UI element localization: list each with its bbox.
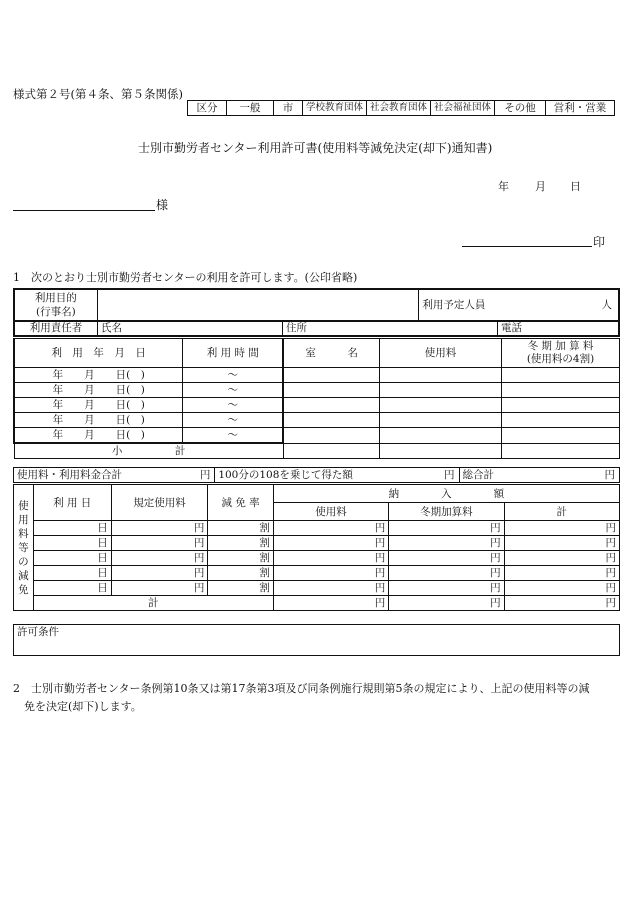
category-social-edu: 社会教育団体 (367, 101, 431, 116)
page-title: 士別市勤労者センター利用許可書(使用料等減免決定(却下)通知書) (138, 141, 493, 155)
section2-line2: 免を決定(却下)します。 (24, 700, 142, 713)
table-row: 日 円 割 円 円 円 (14, 536, 620, 551)
category-commercial: 営利・営業 (546, 101, 615, 116)
col-rate: 減 免 率 (208, 485, 273, 521)
grand-total-field[interactable]: 総合計 円 (459, 468, 619, 483)
conditions-table (13, 624, 620, 656)
section1-text: 1 次のとおり士別市勤労者センターの利用を許可します。(公印省略) (13, 271, 358, 284)
category-general: 一般 (227, 101, 274, 116)
category-other: その他 (495, 101, 546, 116)
date-month: 月 (535, 180, 546, 193)
person-in-charge-label: 利用責任者 (14, 321, 98, 337)
table-row: 年 月 日( ) ～ (14, 368, 620, 383)
table-row: 年 月 日( ) ～ (14, 383, 620, 398)
category-city: 市 (274, 101, 303, 116)
col-date: 利 用 年 月 日 (14, 339, 183, 368)
seal: 印 (593, 235, 606, 249)
table-row: 日 円 割 円 円 円 (14, 521, 620, 536)
col-time: 利 用 時 間 (183, 339, 283, 368)
purpose-table (13, 288, 620, 322)
pay-fee-header: 使用料 (273, 503, 388, 521)
address-field[interactable]: 住所 (283, 321, 498, 337)
date-day: 日 (570, 180, 581, 193)
reduction-total-label: 計 (33, 596, 273, 611)
times108-field[interactable]: 100分の108を乗じて得た額 円 (215, 468, 459, 483)
purpose-field[interactable] (97, 289, 419, 321)
table-row: 年 月 日( ) ～ (14, 428, 620, 444)
name-field[interactable]: 氏名 (98, 321, 283, 337)
table-row: 年 月 日( ) ～ (14, 413, 620, 428)
table-row: 日 円 割 円 円 円 (14, 551, 620, 566)
category-school: 学校教育団体 (303, 101, 367, 116)
total-amount-field[interactable]: 使用料・利用料金合計 円 (14, 468, 215, 483)
seal-line (462, 246, 592, 247)
addressee-line (13, 210, 155, 211)
reduction-side-label: 使 用 料 等 の 減 免 (14, 485, 34, 611)
section2-line1: 2 士別市勤労者センター条例第10条又は第17条第3項及び同条例施行規則第5条の規定により、上記の使用料等の減 (13, 682, 590, 695)
schedule-table (13, 338, 620, 459)
payment-header: 納 入 額 (273, 485, 619, 503)
col-winter: 冬 期 加 算 料 (使用料の4割) (502, 339, 620, 368)
form-number: 様式第２号(第４条、第５条関係) (13, 87, 183, 101)
purpose-label: 利用目的 (行事名) (14, 289, 97, 321)
table-row: 日 円 割 円 円 円 (14, 566, 620, 581)
responsible-table (13, 320, 620, 337)
table-row: 年 月 日( ) ～ (14, 398, 620, 413)
phone-field[interactable]: 電話 (498, 321, 620, 337)
category-box (187, 100, 615, 116)
pay-winter-header: 冬期加算料 (389, 503, 504, 521)
category-label: 区分 (188, 101, 227, 116)
conditions-field[interactable]: 許可条件 (14, 625, 620, 656)
category-welfare: 社会福祉団体 (431, 101, 495, 116)
col-days: 利 用 日 (33, 485, 111, 521)
reduction-table: 使 用 料 等 の 減 免 利 用 日 規定使用料 減 免 率 納 入 額 使用料 冬期加算料 計 日 円 割 円 円 円 日 円 割 円 円 円 日 円 割 円 円 円 日 円 割 円 円 円 日 円 割 円 円 円 計 円 円 円 (13, 484, 620, 611)
col-regular-fee: 規定使用料 (111, 485, 208, 521)
date-year: 年 (498, 180, 509, 193)
col-room: 室 名 (283, 339, 379, 368)
table-row: 日 円 割 円 円 円 (14, 581, 620, 596)
subtotal-label: 小 計 (14, 443, 283, 459)
expected-people-field[interactable]: 利用予定人員 人 (419, 289, 619, 321)
totals-table (13, 467, 620, 483)
col-fee: 使用料 (380, 339, 502, 368)
addressee-suffix: 様 (156, 198, 169, 212)
pay-total-header: 計 (504, 503, 619, 521)
